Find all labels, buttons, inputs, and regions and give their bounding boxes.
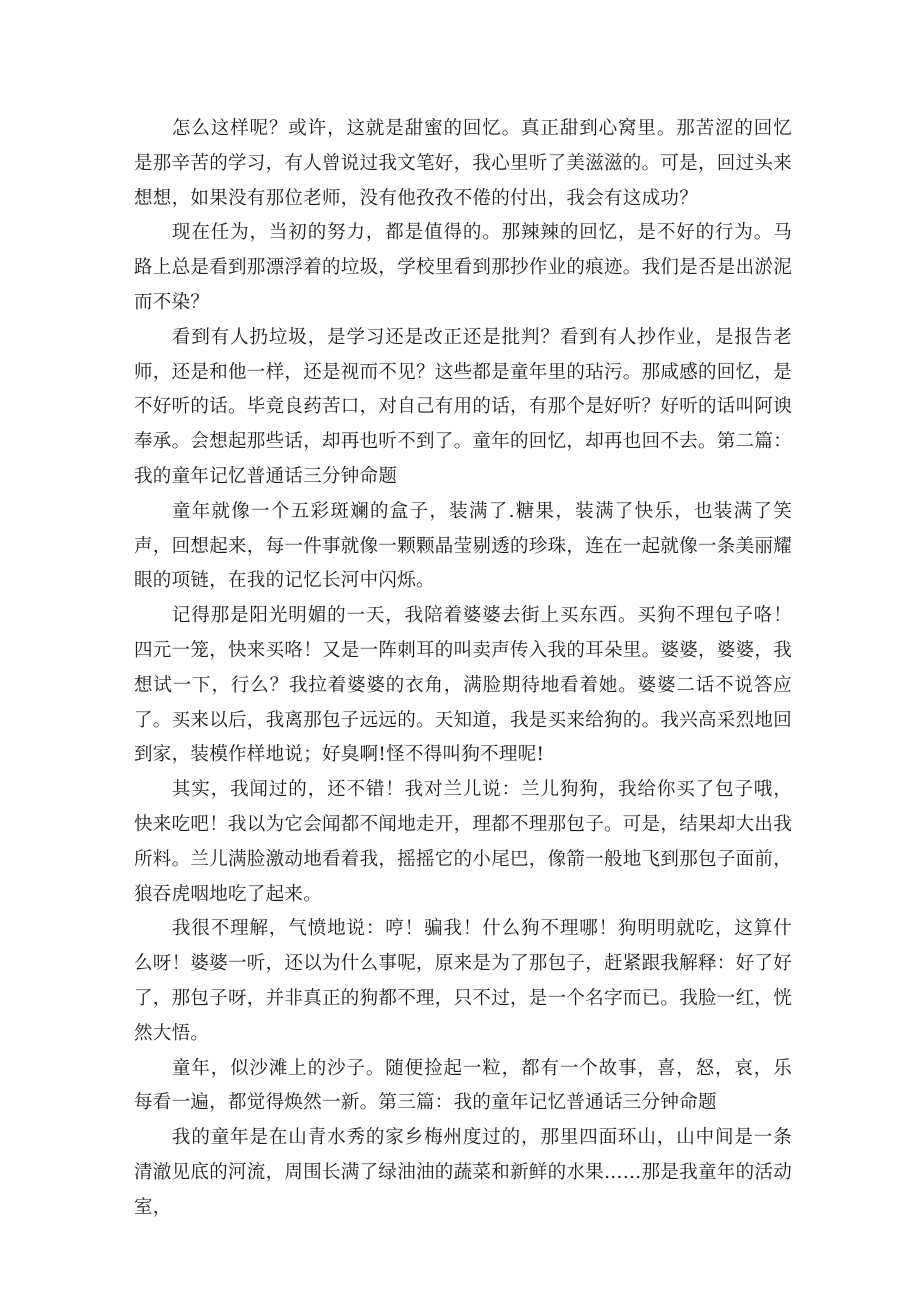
paragraph: 怎么这样呢？或许，这就是甜蜜的回忆。真正甜到心窝里。那苦涩的回忆是那辛苦的学习，有人曾说过我文笔好，我心里听了美滋滋的。可是，回过头来想想，如果没有那位老师，没有他孜孜不倦的付出，我会有这成功？ <box>134 118 793 209</box>
paragraph: 看到有人扔垃圾，是学习还是改正还是批判？看到有人抄作业，是报告老师，还是和他一样，还是视而不见？这些都是童年里的玷污。那咸感的回忆，是不好听的话。毕竟良药苦口，对自己有用的话，有那个是好听？好听的话叫阿谀奉承。会想起那些话，却再也听不到了。童年的回忆，却再也回不去。第二篇：我的童年记忆普通话三分钟命题 <box>134 326 793 487</box>
paragraph: 记得那是阳光明媚的一天，我陪着婆婆去街上买东西。买狗不理包子咯！四元一笼，快来买咯！又是一阵刺耳的叫卖声传入我的耳朵里。婆婆，婆婆，我想试一下，行么？我拉着婆婆的衣角，满脸期待地看着她。婆婆二话不说答应了。买来以后，我离那包子远远的。天知道，我是买来给狗的。我兴高采烈地回到家，装模作样地说；好臭啊!怪不得叫狗不理呢! <box>134 605 793 766</box>
paragraph: 我很不理解，气愤地说：哼！骗我！什么狗不理哪！狗明明就吃，这算什么呀！婆婆一听，还以为什么事呢，原来是为了那包子，赶紧跟我解释：好了好了，那包子呀，并非真正的狗都不理，只不过，是一个名字而已。我脸一红，恍然大悟。 <box>134 918 793 1044</box>
paragraph: 童年，似沙滩上的沙子。随便捡起一粒，都有一个故事，喜，怒，哀，乐每看一遍，都觉得焕然一新。第三篇：我的童年记忆普通话三分钟命题 <box>134 1057 792 1114</box>
paragraph: 现在任为，当初的努力，都是值得的。那辣辣的回忆，是不好的行为。马路上总是看到那漂浮着的垃圾，学校里看到那抄作业的痕迹。我们是否是出淤泥而不染？ <box>134 222 793 313</box>
paragraph: 其实，我闻过的，还不错！我对兰儿说：兰儿狗狗，我给你买了包子哦，快来吃吧！我以为它会闻都不闻地走开，理都不理那包子。可是，结果却大出我所料。兰儿满脸激动地看着我，摇摇它的小尾巴，像箭一般地飞到那包子面前，狼吞虎咽地吃了起来。 <box>134 779 793 905</box>
paragraph: 我的童年是在山青水秀的家乡梅州度过的，那里四面环山，山中间是一条清澈见底的河流，周围长满了绿油油的蔬菜和新鲜的水果……那是我童年的活动室， <box>134 1127 793 1218</box>
document-body <box>134 112 792 1226</box>
paragraph: 童年就像一个五彩斑斓的盒子，装满了.糖果，装满了快乐，也装满了笑声，回想起来，每一件事就像一颗颗晶莹剔透的珍珠，连在一起就像一条美丽耀眼的项链，在我的记忆长河中闪烁。 <box>134 500 793 592</box>
